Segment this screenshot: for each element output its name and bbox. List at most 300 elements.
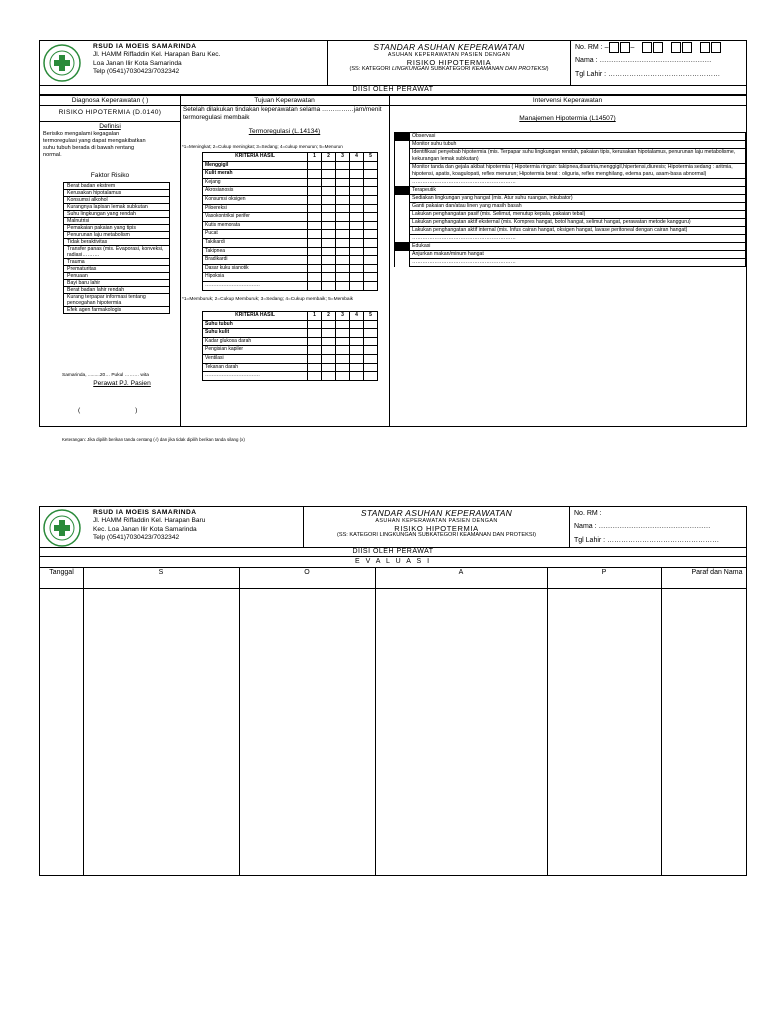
standard-title: STANDAR ASUHAN KEPERAWATAN: [360, 508, 513, 518]
score-cell[interactable]: [350, 256, 364, 265]
score-cell[interactable]: [322, 213, 336, 222]
score-cell[interactable]: [322, 320, 336, 329]
criteria-row: [203, 204, 378, 213]
score-cell[interactable]: [336, 264, 350, 273]
score-cell[interactable]: [350, 195, 364, 204]
filled-by-nurse: DIISI OLEH PERAWAT: [39, 547, 747, 557]
score-cell[interactable]: [364, 372, 378, 381]
intervention-item[interactable]: [395, 164, 746, 179]
standard-title: STANDAR ASUHAN KEPERAWATAN: [373, 42, 525, 52]
intervention-item[interactable]: [395, 251, 746, 259]
intervention-item[interactable]: [395, 235, 746, 243]
criteria-label: Piloereksi: [203, 204, 308, 213]
score-cell[interactable]: [364, 329, 378, 338]
definition-text: Berisiko mengalami kegagalan termoregulasi yang dapat mengakibatkan suhu tubuh berada di bawah rentang normal.: [43, 131, 146, 158]
score-cell[interactable]: [336, 363, 350, 372]
risk-factor-row[interactable]: [64, 197, 170, 204]
score-cell[interactable]: [322, 230, 336, 239]
hospital-phone: Telp (0541)7030423/7032342: [93, 533, 180, 541]
standard-block: [328, 41, 571, 86]
hospital-logo-icon: [42, 508, 82, 548]
score-cell[interactable]: [364, 230, 378, 239]
col-paraf: Paraf dan Nama: [691, 569, 743, 576]
criteria-row: [203, 372, 378, 381]
score-cell[interactable]: [322, 161, 336, 170]
intervention-item[interactable]: [395, 149, 746, 164]
standard-category: (SS: KATEGORI LINGKUNGAN SUBKATEGORI KEAMANAN DAN PROTEKSI): [336, 532, 537, 538]
intervention-section: [395, 133, 746, 141]
definition-title: Definisi: [99, 123, 121, 130]
col-o: O: [304, 569, 310, 576]
risk-factor-label: Trauma: [64, 259, 170, 266]
score-cell[interactable]: [350, 337, 364, 346]
intervention-label: Lakukan penghangatan pasif (mis. Selimut, menutup kepala, pakaian tebal): [410, 211, 746, 219]
criteria-label: Menggigil: [203, 161, 308, 170]
score-cell[interactable]: [336, 161, 350, 170]
score-cell[interactable]: [336, 195, 350, 204]
score-cell[interactable]: [350, 213, 364, 222]
rm-digit-box[interactable]: [711, 42, 721, 53]
score-cell[interactable]: [350, 178, 364, 187]
score-cell[interactable]: [308, 221, 322, 230]
criteria-row: [203, 213, 378, 222]
score-cell[interactable]: [308, 346, 322, 355]
score-cell[interactable]: [336, 354, 350, 363]
intervention-label: ……………………………………………………: [410, 179, 746, 187]
col-diagnosis: Diagnosa Keperawatan ( ): [71, 97, 149, 104]
criteria-table-2: [202, 311, 378, 381]
score-cell[interactable]: [322, 273, 336, 282]
score-cell[interactable]: [336, 320, 350, 329]
score-cell[interactable]: [308, 264, 322, 273]
risk-factor-label: Efek agen farmakologis: [64, 307, 170, 314]
score-cell[interactable]: [308, 230, 322, 239]
score-cell[interactable]: [364, 363, 378, 372]
criteria-label: Pengisian kapiler: [203, 346, 308, 355]
criteria-table-1: [202, 152, 378, 291]
criteria-header: KRITERIA HASIL: [203, 312, 308, 321]
risk-factor-label: Berat badan ekstrem: [64, 183, 170, 190]
score-cell[interactable]: [322, 221, 336, 230]
form2-header: [39, 506, 747, 548]
score-cell[interactable]: [336, 221, 350, 230]
score-cell[interactable]: [322, 178, 336, 187]
col-a: A: [458, 569, 464, 576]
risk-factor-row[interactable]: [64, 211, 170, 218]
col-goal: Tujuan Keperawatan: [254, 97, 315, 104]
score-cell[interactable]: [364, 337, 378, 346]
criteria-label: Suhu tubuh: [203, 320, 308, 329]
risk-factor-label: Malnutrisi: [64, 218, 170, 225]
score-cell[interactable]: [336, 204, 350, 213]
goal-intro: Setelah dilakukan tindakan keperawatan selama ……………jam/menit termoregulasi membaik: [183, 106, 382, 121]
score-cell[interactable]: [364, 161, 378, 170]
signature-name-field[interactable]: ( ): [78, 407, 138, 414]
standard-subtitle: ASUHAN KEPERAWATAN PASIEN DENGAN: [375, 518, 498, 524]
standard-block: [304, 507, 570, 548]
score-cell[interactable]: [322, 372, 336, 381]
score-cell[interactable]: [322, 337, 336, 346]
check-cell[interactable]: [395, 149, 410, 164]
score-cell[interactable]: [350, 187, 364, 196]
criteria-label: Takikardi: [203, 238, 308, 247]
score-cell[interactable]: [364, 195, 378, 204]
score-cell[interactable]: [350, 273, 364, 282]
score-cell[interactable]: [350, 238, 364, 247]
risk-factor-label: Penurunan laju metabolism: [64, 232, 170, 239]
risk-factor-label: Tidak beraktivitas: [64, 239, 170, 246]
hospital-name: RSUD IA MOEIS SAMARINDA: [93, 43, 197, 50]
criteria-row: [203, 247, 378, 256]
score-cell[interactable]: [350, 281, 364, 290]
score-cell[interactable]: [364, 256, 378, 265]
score-cell[interactable]: [350, 170, 364, 179]
score-cell[interactable]: [308, 213, 322, 222]
scale-col-header: 1: [308, 312, 322, 321]
score-cell[interactable]: [308, 363, 322, 372]
score-cell[interactable]: [364, 204, 378, 213]
scale-col-header: 2: [322, 153, 336, 162]
score-cell[interactable]: [308, 238, 322, 247]
risk-factor-row[interactable]: [64, 307, 170, 314]
criteria-row: [203, 337, 378, 346]
criteria-label: Dasar kuku sianotik: [203, 264, 308, 273]
standard-subtitle: ASUHAN KEPERAWATAN PASIEN DENGAN: [387, 52, 511, 58]
criteria-row: [203, 256, 378, 265]
score-cell[interactable]: [350, 372, 364, 381]
check-cell[interactable]: [395, 164, 410, 179]
check-cell[interactable]: [395, 251, 410, 259]
score-cell[interactable]: [336, 213, 350, 222]
score-cell[interactable]: [322, 264, 336, 273]
score-cell[interactable]: [308, 161, 322, 170]
risk-factor-label: Transfer panas (mis. Evaporasi, konveksi, radiasi……….: [64, 246, 170, 259]
risk-factor-row[interactable]: [64, 280, 170, 287]
score-cell[interactable]: [364, 320, 378, 329]
risk-factor-row[interactable]: [64, 266, 170, 273]
criteria-row: [203, 170, 378, 179]
risk-factor-row[interactable]: [64, 246, 170, 259]
standard-category: (SS: KATEGORI LINGKUNGAN SUBKATEGORI KEAMANAN DAN PROTEKSI): [349, 66, 549, 72]
intervention-label: Sediakan lingkungan yang hangat (mis. Atur suhu ruangan, inkubator): [410, 195, 746, 203]
intervention-label: Lakukan penghangatan aktif eksternal (mis. Kompres hangat, botol hangat, selimut hangat, perawatan metode kangguru): [410, 219, 746, 227]
score-cell[interactable]: [336, 256, 350, 265]
risk-factor-row[interactable]: [64, 218, 170, 225]
intervention-item[interactable]: [395, 211, 746, 219]
risk-factor-label: Pemakaian pakaian yang tipis: [64, 225, 170, 232]
risk-factor-row[interactable]: [64, 225, 170, 232]
hospital-address-2: Kec. Loa Janan Ilir Kota Samarinda: [93, 525, 197, 533]
score-cell[interactable]: [350, 354, 364, 363]
score-cell[interactable]: [350, 264, 364, 273]
hospital-address-2: Loa Janan Ilir Kota Samarinda: [93, 59, 182, 67]
score-cell[interactable]: [322, 329, 336, 338]
risk-factor-label: Konsumsi alkohol: [64, 197, 170, 204]
criteria-row: [203, 161, 378, 170]
criteria-row: [203, 238, 378, 247]
check-cell[interactable]: [395, 259, 410, 267]
score-cell[interactable]: [308, 204, 322, 213]
risk-factor-table: [63, 182, 170, 314]
score-cell[interactable]: [308, 247, 322, 256]
criteria-label: Akrosianosis: [203, 187, 308, 196]
intervention-label: Monitor tanda dan gejala akibat hipotermia ( Hipotermia ringan: takipnea,disartria,menggigil,hipertensi,diuresis; Hipotermia sedang : aritmia, hipotensi, apatis, koagulopati, reflex menurun; Hipotermia berat : oliguria, reflex menghilang, edema paru, asam-basa abnormal): [410, 164, 746, 179]
score-cell[interactable]: [364, 264, 378, 273]
criteria-label: Tekanan darah: [203, 363, 308, 372]
criteria-row: [203, 354, 378, 363]
score-cell[interactable]: [308, 170, 322, 179]
check-cell[interactable]: [395, 219, 410, 227]
check-cell[interactable]: [395, 195, 410, 203]
signature-title: Perawat PJ. Pasien: [93, 380, 151, 387]
scale-col-header: 1: [308, 153, 322, 162]
score-cell[interactable]: [308, 320, 322, 329]
form1-header: [39, 40, 747, 86]
risk-factor-label: Berat badan lahir rendah: [64, 287, 170, 294]
intervention-item[interactable]: [395, 203, 746, 211]
score-cell[interactable]: [322, 204, 336, 213]
score-cell[interactable]: [336, 187, 350, 196]
score-cell[interactable]: [364, 273, 378, 282]
score-cell[interactable]: [322, 247, 336, 256]
col-p: P: [601, 569, 607, 576]
patient-block: [570, 507, 747, 548]
score-cell[interactable]: [308, 187, 322, 196]
score-cell[interactable]: [336, 230, 350, 239]
score-cell[interactable]: [336, 170, 350, 179]
intervention-label: Anjurkan makan/minum hangat: [410, 251, 746, 259]
risk-factor-row[interactable]: [64, 287, 170, 294]
score-cell[interactable]: [322, 187, 336, 196]
intervention-item[interactable]: [395, 219, 746, 227]
criteria-label: Konsumsi oksigen: [203, 195, 308, 204]
criteria-row: [203, 221, 378, 230]
section-edukasi: Edukasi: [410, 243, 746, 251]
score-cell[interactable]: [350, 329, 364, 338]
score-cell[interactable]: [350, 204, 364, 213]
score-cell[interactable]: [364, 221, 378, 230]
tgl-lahir-row[interactable]: Tgl Lahir : …………………………………………: [575, 70, 721, 78]
section-marker: [395, 187, 410, 195]
score-cell[interactable]: [350, 221, 364, 230]
rm-digit-box[interactable]: [671, 42, 681, 53]
check-cell[interactable]: [395, 203, 410, 211]
scale-col-header: 3: [336, 312, 350, 321]
risk-factor-row[interactable]: [64, 273, 170, 280]
intervention-item[interactable]: [395, 227, 746, 235]
criteria-header-row: [203, 153, 378, 162]
check-cell[interactable]: [395, 141, 410, 149]
criteria-label: Takipnea: [203, 247, 308, 256]
risk-factor-label: Kurang terpapar informasi tentang pencegahan hipotermia: [64, 294, 170, 307]
score-cell[interactable]: [364, 346, 378, 355]
intervention-label: Lakukan penghangatan aktif internal (mis. Infus cairan hangat, oksigen hangat, lavase peritoneal dengan cairan hangat): [410, 227, 746, 235]
score-cell[interactable]: [308, 337, 322, 346]
score-cell[interactable]: [308, 354, 322, 363]
col-intervention: Intervensi Keperawatan: [532, 97, 603, 104]
risk-factor-row[interactable]: [64, 239, 170, 246]
criteria-row: [203, 363, 378, 372]
care-plan-grid: [39, 95, 747, 427]
section-marker: [395, 133, 410, 141]
intervention-label: Identifikasi penyebab hipotermia (mis. Terpapar suhu lingkungan rendah, pakaian tipis, kerusakan hipotalamus, penurunan laju metabolisme, kekurangan lemak subkutan): [410, 149, 746, 164]
section-marker: [395, 243, 410, 251]
intervention-label: Monitor suhu tubuh: [410, 141, 746, 149]
score-cell[interactable]: [336, 238, 350, 247]
criteria-row: [203, 187, 378, 196]
signature-place: Samarinda, .........20… Pukul ……… wita: [62, 373, 149, 378]
criteria-header: KRITERIA HASIL: [203, 153, 308, 162]
score-cell[interactable]: [322, 354, 336, 363]
standard-diagnosis: RISIKO HIPOTERMIA: [406, 58, 492, 67]
criteria-label: Kadar glukosa darah: [203, 337, 308, 346]
risk-factor-row[interactable]: [64, 259, 170, 266]
score-cell[interactable]: [308, 329, 322, 338]
check-cell[interactable]: [395, 235, 410, 243]
tgl-lahir-row[interactable]: Tgl Lahir : …………………………………………: [574, 536, 720, 544]
score-cell[interactable]: [336, 281, 350, 290]
intervention-label: ……………………………………………………: [410, 259, 746, 267]
section-observasi: Observasi: [410, 133, 746, 141]
intervention-section: [395, 243, 746, 251]
standard-diagnosis: RISIKO HIPOTERMIA: [394, 524, 479, 533]
risk-factor-row[interactable]: [64, 232, 170, 239]
criteria-label: ……………………………: [203, 372, 308, 381]
score-cell[interactable]: [308, 281, 322, 290]
score-cell[interactable]: [322, 363, 336, 372]
criteria-header-row: [203, 312, 378, 321]
score-cell[interactable]: [336, 329, 350, 338]
nama-row[interactable]: Nama : …………………………………………: [574, 523, 711, 531]
scale-col-header: 2: [322, 312, 336, 321]
intervention-item[interactable]: [395, 141, 746, 149]
criteria-label: Vasokontriksi perifer: [203, 213, 308, 222]
score-cell[interactable]: [308, 273, 322, 282]
criteria-row: [203, 195, 378, 204]
no-rm-row[interactable]: No. RM :: [574, 510, 602, 517]
section-terapeutik: Terapeutik: [410, 187, 746, 195]
check-cell[interactable]: [395, 211, 410, 219]
score-cell[interactable]: [336, 372, 350, 381]
outcome-title: Termoregulasi (L.14134): [248, 128, 321, 135]
criteria-row: [203, 281, 378, 290]
score-cell[interactable]: [364, 178, 378, 187]
patient-block: [571, 41, 747, 86]
score-cell[interactable]: [364, 238, 378, 247]
score-cell[interactable]: [364, 354, 378, 363]
risk-factor-label: Kurangnya lapisan lemak subkutan: [64, 204, 170, 211]
score-cell[interactable]: [322, 170, 336, 179]
scale-legend-2: *1=Memburuk; 2=Cukup Memburuk; 3=Sedang; 4=Cukup membaik; 5=Membaik: [182, 297, 354, 302]
score-cell[interactable]: [308, 372, 322, 381]
score-cell[interactable]: [336, 273, 350, 282]
col-s: S: [158, 569, 164, 576]
col-tanggal: Tanggal: [49, 569, 74, 576]
risk-factor-row[interactable]: [64, 294, 170, 307]
scale-col-header: 4: [350, 153, 364, 162]
rm-digit-box[interactable]: [653, 42, 663, 53]
rm-digit-box[interactable]: [682, 42, 692, 53]
check-cell[interactable]: [395, 179, 410, 187]
risk-factor-row[interactable]: [64, 204, 170, 211]
evaluation-title: E V A L U A S I: [39, 557, 747, 567]
rm-digit-box[interactable]: [609, 42, 619, 53]
intervention-item[interactable]: [395, 179, 746, 187]
diagnosis-code: RISIKO HIPOTERMIA (D.0140): [58, 109, 162, 116]
score-cell[interactable]: [336, 247, 350, 256]
score-cell[interactable]: [322, 195, 336, 204]
criteria-row: [203, 273, 378, 282]
hospital-block: [40, 41, 328, 86]
score-cell[interactable]: [364, 281, 378, 290]
intervention-item[interactable]: [395, 195, 746, 203]
rm-digit-box[interactable]: [700, 42, 710, 53]
score-cell[interactable]: [364, 247, 378, 256]
criteria-label: ……………………………: [203, 281, 308, 290]
criteria-label: Suhu kulit: [203, 329, 308, 338]
risk-title: Faktor Risiko: [90, 172, 130, 179]
score-cell[interactable]: [350, 230, 364, 239]
scale-legend-1: *1=Meningkat; 2=Cukup meningkat; 3=Sedang; 4=cukup menurun; 5=Menurun: [182, 144, 343, 149]
score-cell[interactable]: [364, 170, 378, 179]
hospital-name: RSUD IA MOEIS SAMARINDA: [93, 509, 197, 516]
hospital-phone: Telp (0541)7030423/7032342: [93, 67, 180, 75]
intervention-item[interactable]: [395, 259, 746, 267]
score-cell[interactable]: [322, 281, 336, 290]
nama-row[interactable]: Nama : …………………………………………: [575, 57, 712, 65]
scale-col-header: 5: [364, 153, 378, 162]
score-cell[interactable]: [322, 346, 336, 355]
score-cell[interactable]: [308, 178, 322, 187]
score-cell[interactable]: [350, 247, 364, 256]
score-cell[interactable]: [336, 337, 350, 346]
score-cell[interactable]: [322, 256, 336, 265]
check-cell[interactable]: [395, 227, 410, 235]
score-cell[interactable]: [336, 178, 350, 187]
criteria-label: Ventilasi: [203, 354, 308, 363]
criteria-label: Kejang: [203, 178, 308, 187]
risk-factor-row[interactable]: [64, 183, 170, 190]
score-cell[interactable]: [322, 238, 336, 247]
scale-col-header: 4: [350, 312, 364, 321]
rm-digit-box[interactable]: [620, 42, 630, 53]
criteria-row: [203, 320, 378, 329]
risk-factor-label: Prematuritas: [64, 266, 170, 273]
risk-factor-row[interactable]: [64, 190, 170, 197]
criteria-label: Hipoksia: [203, 273, 308, 282]
rm-digit-box[interactable]: [642, 42, 652, 53]
criteria-row: [203, 230, 378, 239]
criteria-row: [203, 329, 378, 338]
risk-factor-label: Bayi baru lahir: [64, 280, 170, 287]
score-cell[interactable]: [350, 363, 364, 372]
criteria-row: [203, 178, 378, 187]
intervention-title: Manajemen Hipotermia (L14507): [519, 115, 616, 122]
score-cell[interactable]: [350, 346, 364, 355]
score-cell[interactable]: [364, 213, 378, 222]
score-cell[interactable]: [308, 256, 322, 265]
score-cell[interactable]: [350, 320, 364, 329]
score-cell[interactable]: [350, 161, 364, 170]
note: Keterangan: Jika dipilih berikan tanda centang (√) dan jika tidak dipilih berikan tanda silang (x): [62, 437, 245, 442]
criteria-label: Pucat: [203, 230, 308, 239]
hospital-block: [40, 507, 304, 548]
score-cell[interactable]: [336, 346, 350, 355]
risk-factor-label: Suhu lingkungan yang rendah: [64, 211, 170, 218]
score-cell[interactable]: [364, 187, 378, 196]
criteria-row: [203, 346, 378, 355]
score-cell[interactable]: [308, 195, 322, 204]
